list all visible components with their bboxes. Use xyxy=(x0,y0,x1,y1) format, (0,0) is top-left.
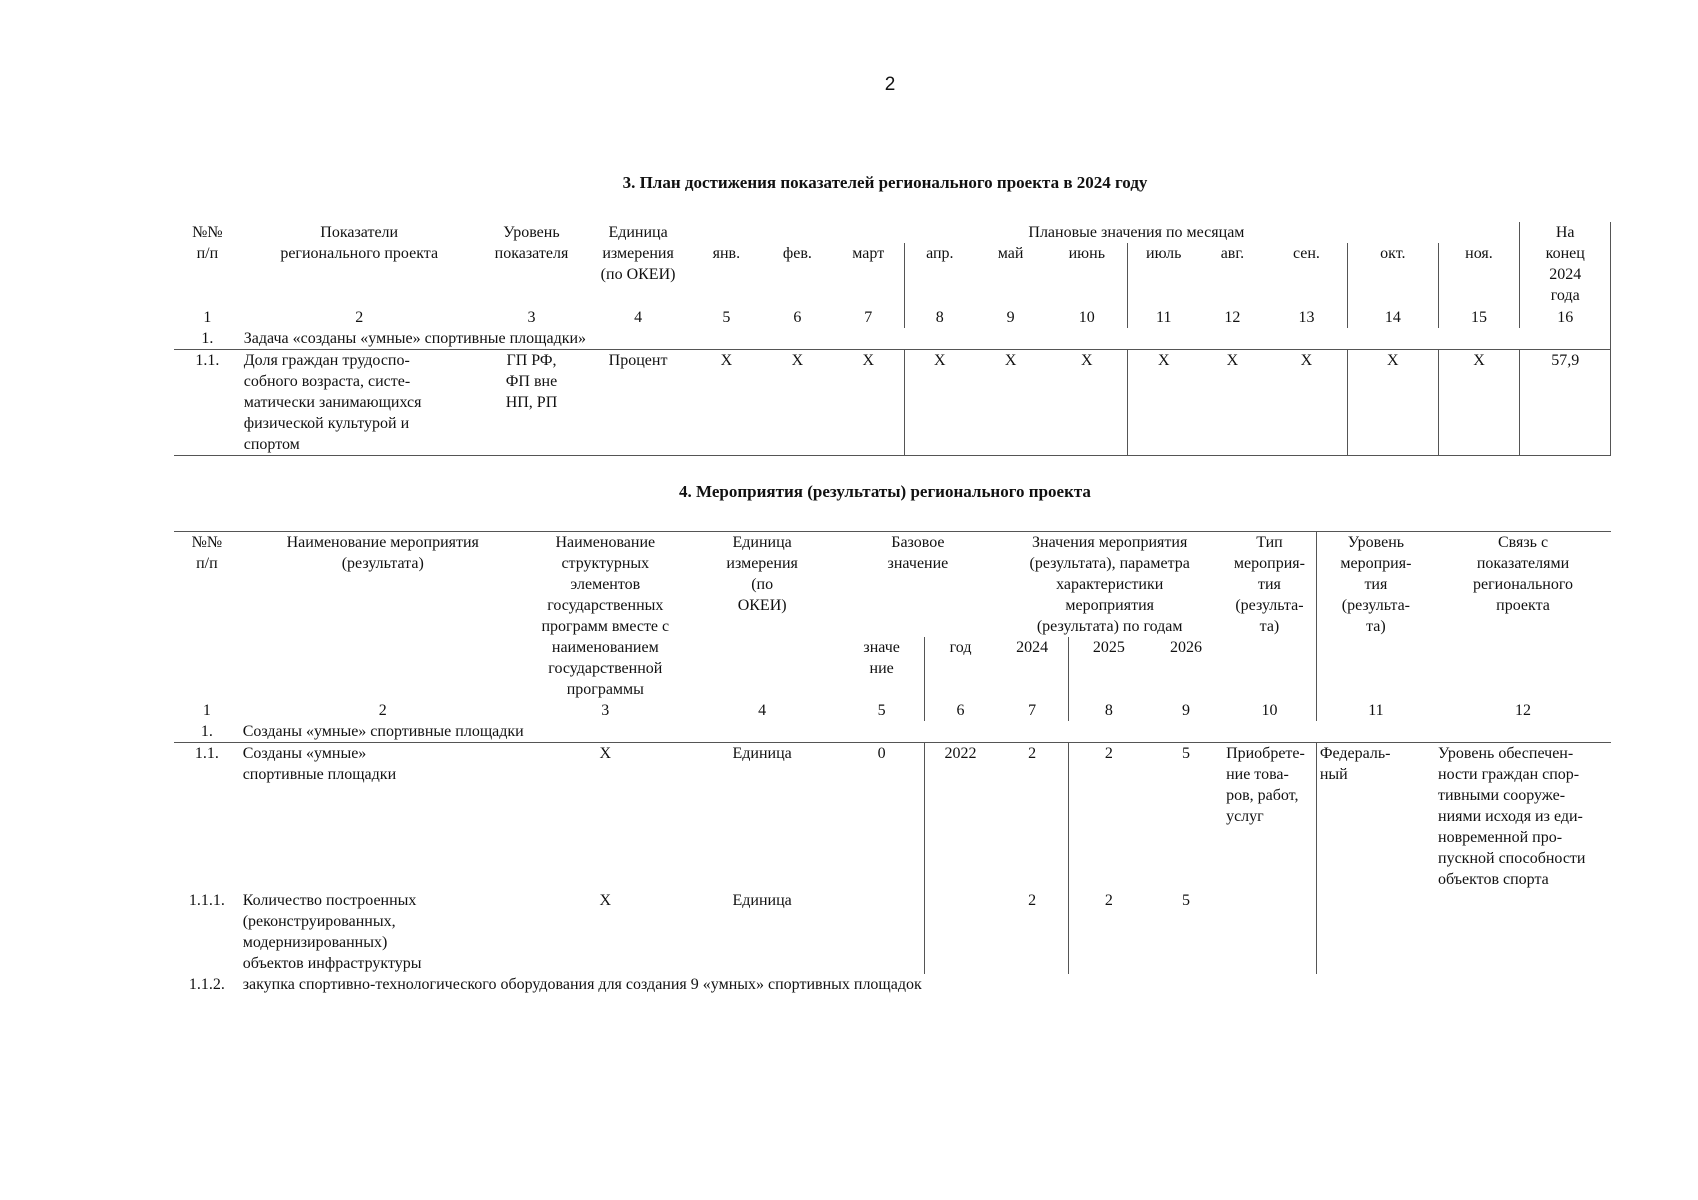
line: характеристики xyxy=(1056,576,1164,593)
line: государственной xyxy=(548,660,663,677)
line: модернизированных) xyxy=(242,934,388,951)
events-list-table xyxy=(174,531,1611,995)
row-structural: X xyxy=(599,745,612,762)
line: мероприя- xyxy=(1340,555,1412,572)
line: ние това- xyxy=(1226,766,1289,783)
column-number: 5 xyxy=(722,309,731,326)
row-type xyxy=(1223,890,1316,974)
line: объектов инфраструктуры xyxy=(242,955,422,972)
column-number: 1 xyxy=(202,702,211,719)
line: показателя xyxy=(494,245,569,262)
row-month-value: X xyxy=(691,350,762,456)
task-text: Задача «созданы «умные» спортивные площадки» xyxy=(241,328,1611,350)
column-number: 7 xyxy=(996,700,1068,721)
line: НП, РП xyxy=(505,394,558,411)
line: программы xyxy=(566,681,644,698)
line: новременной про- xyxy=(1438,829,1563,846)
header-base xyxy=(840,532,997,638)
page-number: 2 xyxy=(884,74,896,95)
column-number: 10 xyxy=(1046,307,1128,328)
header-month: сен. xyxy=(1266,243,1348,307)
line: №№ xyxy=(191,534,223,551)
task-num: 1. xyxy=(174,328,241,350)
column-number: 9 xyxy=(1006,309,1015,326)
column-number: 9 xyxy=(1181,702,1190,719)
line: Приобрете- xyxy=(1226,745,1305,762)
line: собного возраста, систе- xyxy=(243,373,411,390)
row-base-year xyxy=(924,890,996,974)
header-level xyxy=(478,222,586,307)
header-base-value xyxy=(840,637,925,700)
line: матически занимающихся xyxy=(243,394,422,411)
row-value-2025: 2 xyxy=(1104,892,1113,909)
section-3-title: 3. План достижения показателей регионального проекта в 2024 году xyxy=(622,173,1148,192)
plan-table xyxy=(174,222,1611,456)
line: (по ОКЕИ) xyxy=(600,266,676,283)
line: Тип xyxy=(1256,534,1283,551)
row-value-2024: 2 xyxy=(996,890,1068,974)
line: (реконструированных, xyxy=(242,913,396,930)
header-unit xyxy=(585,222,691,307)
header-base-year: год xyxy=(949,639,972,656)
row-value-2026: 5 xyxy=(1181,745,1190,762)
header-month: окт. xyxy=(1348,243,1438,307)
line: ров, работ, xyxy=(1226,787,1299,804)
last-num: 1.1.2. xyxy=(188,976,225,993)
line: регионального xyxy=(1472,576,1574,593)
section-4-title: 4. Мероприятия (результаты) регионального проекта xyxy=(679,482,1091,501)
line: года xyxy=(1550,287,1580,304)
row-type xyxy=(1223,743,1316,891)
header-structural xyxy=(526,532,685,701)
line: тия xyxy=(1257,576,1281,593)
header-month: авг. xyxy=(1220,245,1245,262)
line: Связь с xyxy=(1497,534,1549,551)
line: услуг xyxy=(1226,808,1264,825)
row-name xyxy=(240,890,526,974)
line: измерения xyxy=(726,555,798,572)
column-number: 7 xyxy=(833,307,904,328)
column-number: 15 xyxy=(1438,307,1520,328)
row-base-value: 0 xyxy=(840,743,925,891)
header-link xyxy=(1435,532,1611,701)
line: ние xyxy=(869,660,894,677)
column-number: 2 xyxy=(378,702,387,719)
column-number: 11 xyxy=(1156,309,1172,326)
last-text: закупка спортивно-технологического оборудования для создания 9 «умных» спортивных площадок xyxy=(242,976,922,993)
line: ГП РФ, xyxy=(506,352,557,369)
column-number: 10 xyxy=(1261,702,1278,719)
line: структурных xyxy=(561,555,650,572)
column-number: 12 xyxy=(1224,309,1241,326)
column-number: 5 xyxy=(840,700,925,721)
line: Наименование мероприятия xyxy=(286,534,479,551)
header-month: март xyxy=(833,243,904,307)
column-number: 6 xyxy=(793,309,802,326)
line: 2024 xyxy=(1549,266,1582,283)
column-number: 4 xyxy=(634,309,643,326)
line: элементов xyxy=(570,576,641,593)
header-name xyxy=(240,532,526,701)
row-unit: Процент xyxy=(585,350,691,456)
header-month: апр. xyxy=(926,245,954,262)
line: п/п xyxy=(196,245,219,262)
header-year: 2024 xyxy=(996,637,1068,700)
column-number: 16 xyxy=(1520,307,1611,328)
line: та) xyxy=(1366,618,1386,635)
row-month-value: X xyxy=(833,350,904,456)
line: Количество построенных xyxy=(242,892,417,909)
header-unit xyxy=(685,532,840,701)
line: программ вместе с xyxy=(541,618,670,635)
group-text: Созданы «умные» спортивные площадки xyxy=(240,721,1611,743)
header-monthly: Плановые значения по месяцам xyxy=(691,222,1520,243)
column-number: 12 xyxy=(1515,702,1531,719)
line: физической культурой и xyxy=(243,415,410,432)
header-num xyxy=(174,532,240,701)
line: №№ xyxy=(192,224,223,241)
line: показателями xyxy=(1476,555,1570,572)
column-number: 14 xyxy=(1348,307,1438,328)
column-number: 3 xyxy=(527,309,536,326)
column-number: 8 xyxy=(1104,702,1113,719)
line: объектов спорта xyxy=(1438,871,1549,888)
row-month-value: X xyxy=(1046,350,1128,456)
line: мероприя- xyxy=(1233,555,1305,572)
line: Единица xyxy=(732,534,792,551)
line: Созданы «умные» xyxy=(242,745,367,762)
row-link xyxy=(1435,890,1611,974)
line: п/п xyxy=(196,555,218,572)
row-num: 1.1. xyxy=(194,745,219,762)
row-month-value: X xyxy=(762,350,833,456)
header-year: 2026 xyxy=(1169,639,1202,656)
row-base-year: 2022 xyxy=(944,745,977,762)
line: значение xyxy=(887,555,949,572)
row-num: 1.1.1. xyxy=(188,892,225,909)
column-number: 8 xyxy=(935,309,944,326)
line: (результата) xyxy=(341,555,424,572)
header-level xyxy=(1316,532,1435,701)
row-unit: Единица xyxy=(732,745,792,762)
line: Доля граждан трудоспо- xyxy=(243,352,410,369)
row-month-value: X xyxy=(1199,350,1266,456)
header-end xyxy=(1520,222,1611,307)
row-level xyxy=(478,350,586,456)
row-base-value xyxy=(840,890,925,974)
header-type xyxy=(1223,532,1316,701)
line: ный xyxy=(1319,766,1348,783)
line: пускной способности xyxy=(1438,850,1586,867)
line: тивными сооруже- xyxy=(1438,787,1566,804)
line: Федераль- xyxy=(1319,745,1391,762)
header-num xyxy=(174,222,241,307)
line: Базовое xyxy=(891,534,945,551)
line: ниями исходя из еди- xyxy=(1438,808,1583,825)
row-month-value: X xyxy=(1266,350,1348,456)
header-year: 2025 xyxy=(1092,639,1125,656)
column-number: 4 xyxy=(758,702,767,719)
line: (результа- xyxy=(1341,597,1410,614)
row-name xyxy=(240,743,526,891)
line: Уровень xyxy=(1347,534,1405,551)
line: Уровень обеспечен- xyxy=(1438,745,1574,762)
line: ности граждан спор- xyxy=(1438,766,1580,783)
line: ФП вне xyxy=(505,373,558,390)
line: (результата) по годам xyxy=(1036,618,1183,635)
column-number: 3 xyxy=(601,702,610,719)
line: спортивные площадки xyxy=(242,766,397,783)
line: измерения xyxy=(602,245,674,262)
row-month-value: X xyxy=(1438,350,1520,456)
header-values xyxy=(996,532,1223,638)
column-number: 2 xyxy=(355,309,364,326)
line: спортом xyxy=(243,436,300,453)
column-number: 6 xyxy=(956,702,965,719)
row-month-value: X xyxy=(904,350,975,456)
row-value-2026: 5 xyxy=(1181,892,1190,909)
header-month: июнь xyxy=(1046,243,1128,307)
line: Показатели xyxy=(320,224,399,241)
line: Значения мероприятия xyxy=(1032,534,1188,551)
line: Единица xyxy=(608,224,668,241)
row-link xyxy=(1435,743,1611,891)
row-month-value: X xyxy=(1348,350,1438,456)
line: (по xyxy=(751,576,774,593)
header-month: янв. xyxy=(712,245,741,262)
row-end-value: 57,9 xyxy=(1520,350,1611,456)
line: регионального проекта xyxy=(280,245,439,262)
line: мероприятия xyxy=(1065,597,1154,614)
row-num: 1.1. xyxy=(174,350,241,456)
row-month-value: X xyxy=(975,350,1046,456)
row-unit: Единица xyxy=(732,892,792,909)
line: На xyxy=(1555,224,1575,241)
line: тия xyxy=(1364,576,1388,593)
column-number: 13 xyxy=(1266,307,1348,328)
row-level xyxy=(1316,890,1435,974)
header-month: май xyxy=(997,245,1024,262)
row-indicator xyxy=(241,350,478,456)
row-month-value: X xyxy=(1128,350,1199,456)
row-level xyxy=(1316,743,1435,891)
row-structural: X xyxy=(599,892,612,909)
line: (результата), параметра xyxy=(1029,555,1190,572)
column-number: 1 xyxy=(203,309,212,326)
header-month: ноя. xyxy=(1438,243,1520,307)
line: Наименование xyxy=(555,534,656,551)
line: проекта xyxy=(1496,597,1550,614)
line: (результа- xyxy=(1235,597,1304,614)
header-month: июль xyxy=(1146,245,1182,262)
header-indicator xyxy=(241,222,478,307)
line: та) xyxy=(1259,618,1280,635)
column-number: 11 xyxy=(1316,700,1435,721)
group-num: 1. xyxy=(174,721,240,743)
line: значе xyxy=(863,639,900,656)
line: ОКЕИ) xyxy=(737,597,787,614)
line: Уровень xyxy=(503,224,560,241)
line: конец xyxy=(1545,245,1585,262)
line: государственных xyxy=(547,597,664,614)
header-month: фев. xyxy=(782,245,812,262)
row-value-2024: 2 xyxy=(996,743,1068,891)
line: наименованием xyxy=(551,639,659,656)
row-value-2025: 2 xyxy=(1104,745,1113,762)
